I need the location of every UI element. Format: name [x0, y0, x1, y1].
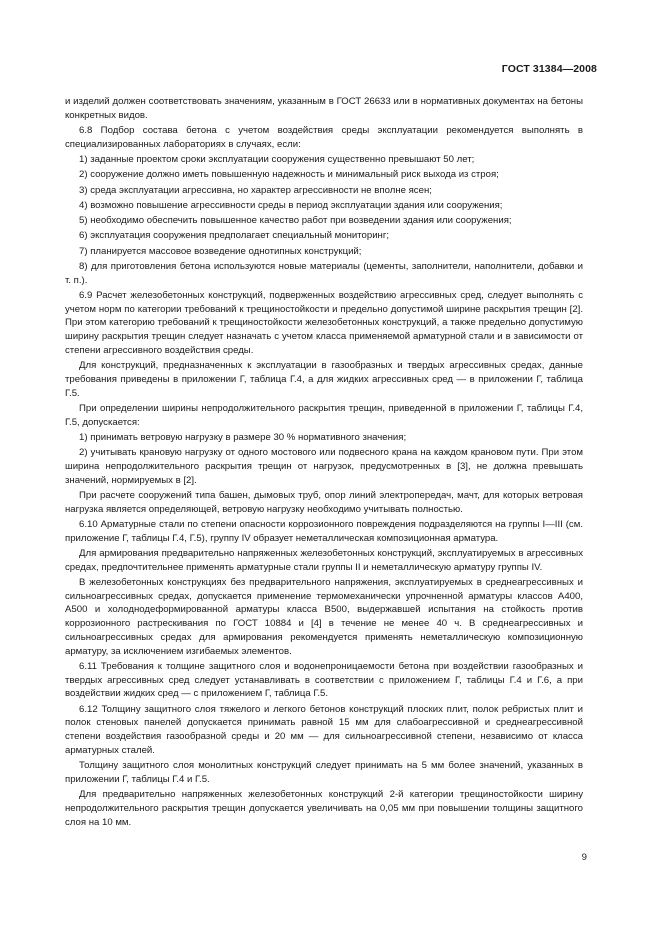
paragraph: При определении ширины непродолжительного раскрытия трещин, приведенной в приложении Г, таблицы Г.4, Г.5, допускается: [65, 402, 583, 428]
list-item: 1) принимать ветровую нагрузку в размере 30 % нормативного значения; [79, 431, 407, 443]
list-item: 8) для приготовления бетона используются новые материалы (цементы, заполнители, наполнители, добавки и т. п.). [65, 260, 583, 286]
list-item: 3) среда эксплуатации агрессивна, но характер агрессивности не вполне ясен; [79, 184, 432, 196]
paragraph-continuation: и изделий должен соответствовать значениям, указанным в ГОСТ 26633 или в нормативных документах на бетоны конкретных видов. [65, 96, 583, 121]
paragraph-6-10: 6.10 Арматурные стали по степени опасности коррозионного повреждения подразделяются на группы I—III (см. приложение Г, таблицы Г.4, Г.5), группу IV образует неметаллическая композиционная арматура. [65, 518, 583, 544]
paragraph-6-8: 6.8 Подбор состава бетона с учетом воздействия среды эксплуатации рекомендуется выполнять в специализированных лабораториях в случаях, если: [65, 125, 583, 150]
list-item: 4) возможно повышение агрессивности среды в период эксплуатации здания или сооружения; [79, 199, 503, 211]
paragraph: В железобетонных конструкциях без предварительного напряжения, эксплуатируемых в среднеагрессивных и сильноагрессивных средах, допускается применение термомеханически упрочненной арматуры классов А400, А500 и холоднодеформированной арматуры класса В500, выдержавшей испытания на стойкость против коррозионного растрескивания по ГОСТ 10884 и [4] в течение не менее 40 ч. В среднеагрессивных и сильноагрессивных средах для армирования рекомендуется применять неметаллическую композиционную арматуру, за исключением изгибаемых элементов. [65, 576, 583, 657]
paragraph-6-12: 6.12 Толщину защитного слоя тяжелого и легкого бетонов конструкций плоских плит, полок ребристых плит и полок стеновых панелей допускается принимать равной 15 мм для слабоагрессивной и среднеагрессивной степени воздействия газообразной среды и 20 мм — для сильноагрессивной степени, независимо от класса арматурных сталей. [65, 703, 583, 756]
list-item: 2) учитывать крановую нагрузку от одного мостового или подвесного крана на каждом крановом пути. При этом ширина непродолжительного раскрытия трещин от нагрузок, предусмотренных в [3], не должна превышать значений, нормируемых в [2]. [65, 447, 583, 486]
list-item: 7) планируется массовое возведение однотипных конструкций; [79, 245, 362, 257]
paragraph: Для предварительно напряженных железобетонных конструкций 2-й категории трещиностойкости ширину непродолжительного раскрытия трещин допускается увеличивать на 0,05 мм при повышении толщины защитного слоя на 10 мм. [65, 789, 583, 828]
list-item: 5) необходимо обеспечить повышенное качество работ при возведении здания или сооружения; [79, 215, 512, 226]
document-body [65, 95, 583, 831]
paragraph-6-9: 6.9 Расчет железобетонных конструкций, подверженных воздействию агрессивных сред, следует выполнять с учетом норм по категории требований к трещиностойкости и предельно допустимой ширине раскрытия трещин [2]. При этом категорию требований к трещиностойкости железобетонных конструкций, а также предельно допустимую ширину раскрытия трещин следует назначать с учетом класса применяемой арматурной стали и в зависимости от степени агрессивного воздействия среды. [65, 289, 583, 356]
paragraph-6-11: 6.11 Требования к толщине защитного слоя и водонепроницаемости бетона при воздействии газообразных и твердых агрессивных сред следует устанавливать в соответствии с приложением Г, таблицы Г.4 и Г.6, а при воздействии жидких сред — с приложением Г, таблица Г.5. [65, 660, 583, 700]
paragraph: Толщину защитного слоя монолитных конструкций следует принимать на 5 мм более значений, указанных в приложении Г, таблицы Г.4 и Г.5. [65, 760, 583, 785]
document-code-header: ГОСТ 31384—2008 [501, 63, 597, 75]
page-number: 9 [581, 852, 587, 863]
paragraph: При расчете сооружений типа башен, дымовых труб, опор линий электропередач, мачт, для которых ветровая нагрузка является определяющей, ветровую нагрузку необходимо учитывать полностью. [65, 489, 583, 515]
paragraph: Для конструкций, предназначенных к эксплуатации в газообразных и твердых агрессивных средах, данные требования приведены в приложении Г, таблица Г.4, а для жидких агрессивных сред — в приложении Г, таблица Г.5. [65, 360, 583, 399]
paragraph: Для армирования предварительно напряженных железобетонных конструкций, эксплуатируемых в агрессивных средах, предпочтительнее применять арматурные стали группы II и неметаллическую арматуру группы IV. [65, 547, 583, 573]
list-item: 2) сооружение должно иметь повышенную надежность и минимальный риск выхода из строя; [79, 169, 499, 181]
list-item: 6) эксплуатация сооружения предполагает специальный мониторинг; [79, 230, 390, 242]
list-item: 1) заданные проектом сроки эксплуатации сооружения существенно превышают 50 лет; [79, 154, 475, 165]
